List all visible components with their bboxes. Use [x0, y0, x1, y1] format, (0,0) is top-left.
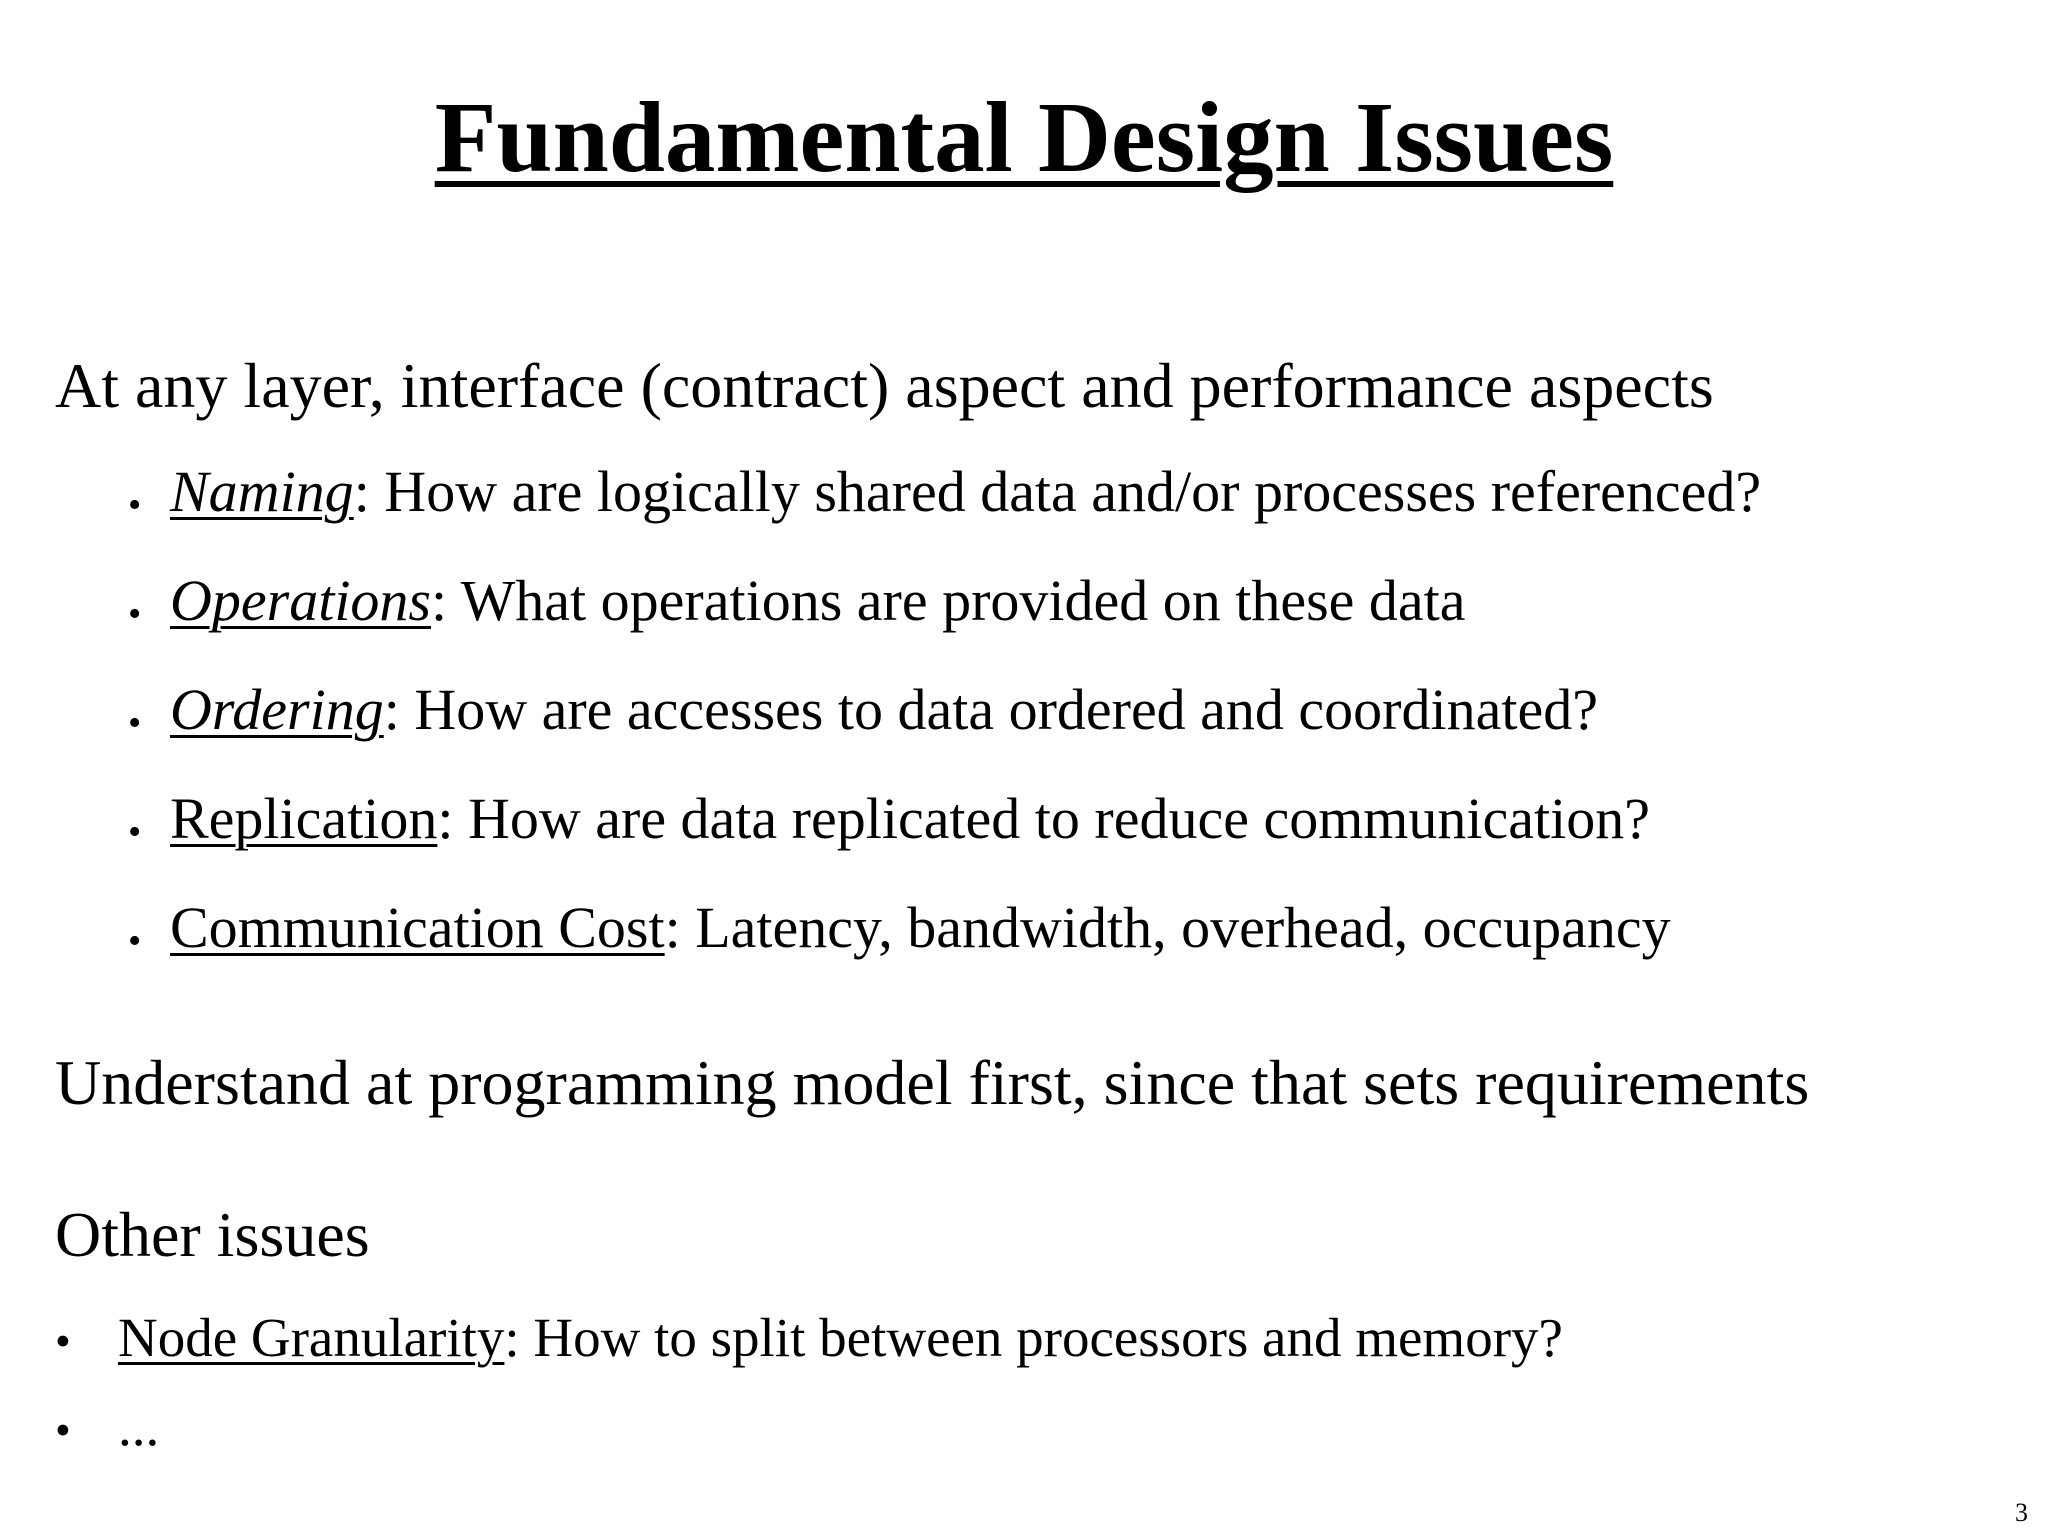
bullet-icon: •	[55, 1316, 71, 1366]
ellipsis-text: ...	[118, 1396, 160, 1457]
list-item-ordering	[128, 677, 1598, 744]
desc-ordering: : How are accesses to data ordered and coordinated?	[383, 677, 1598, 742]
intro-text: At any layer, interface (contract) aspect and performance aspects	[55, 350, 1714, 421]
desc-replication: : How are data replicated to reduce communication?	[437, 786, 1650, 851]
term-communication-cost: Communication Cost	[170, 895, 665, 960]
term-replication: Replication	[170, 786, 438, 851]
list-item-node-granularity	[55, 1306, 1563, 1369]
list-item-replication	[128, 786, 1650, 853]
list-item-ellipsis	[55, 1395, 159, 1458]
list-item-communication-cost	[128, 895, 1671, 962]
term-naming: Naming	[170, 459, 354, 524]
slide-title-text: Fundamental Design Issues	[434, 81, 1614, 193]
bullet-icon: •	[128, 811, 142, 853]
term-node-granularity: Node Granularity	[118, 1307, 505, 1368]
bullet-icon: •	[128, 920, 142, 962]
bullet-icon: •	[128, 484, 142, 526]
desc-naming: : How are logically shared data and/or processes referenced?	[353, 459, 1762, 524]
page-number: 3	[2015, 1498, 2028, 1527]
bullet-icon: •	[128, 702, 142, 744]
desc-communication-cost: : Latency, bandwidth, overhead, occupancy	[664, 895, 1671, 960]
desc-operations: : What operations are provided on these data	[431, 568, 1466, 633]
bullet-icon: •	[55, 1405, 71, 1455]
list-item-naming	[128, 459, 1762, 526]
desc-node-granularity: : How to split between processors and memory?	[504, 1307, 1563, 1368]
understand-text: Understand at programming model first, since that sets requirements	[55, 1047, 1810, 1118]
slide-title	[0, 82, 2048, 193]
bullet-icon: •	[128, 593, 142, 635]
other-issues-heading: Other issues	[55, 1199, 370, 1270]
term-operations: Operations	[170, 568, 431, 633]
list-item-operations	[128, 568, 1466, 635]
term-ordering: Ordering	[170, 677, 384, 742]
